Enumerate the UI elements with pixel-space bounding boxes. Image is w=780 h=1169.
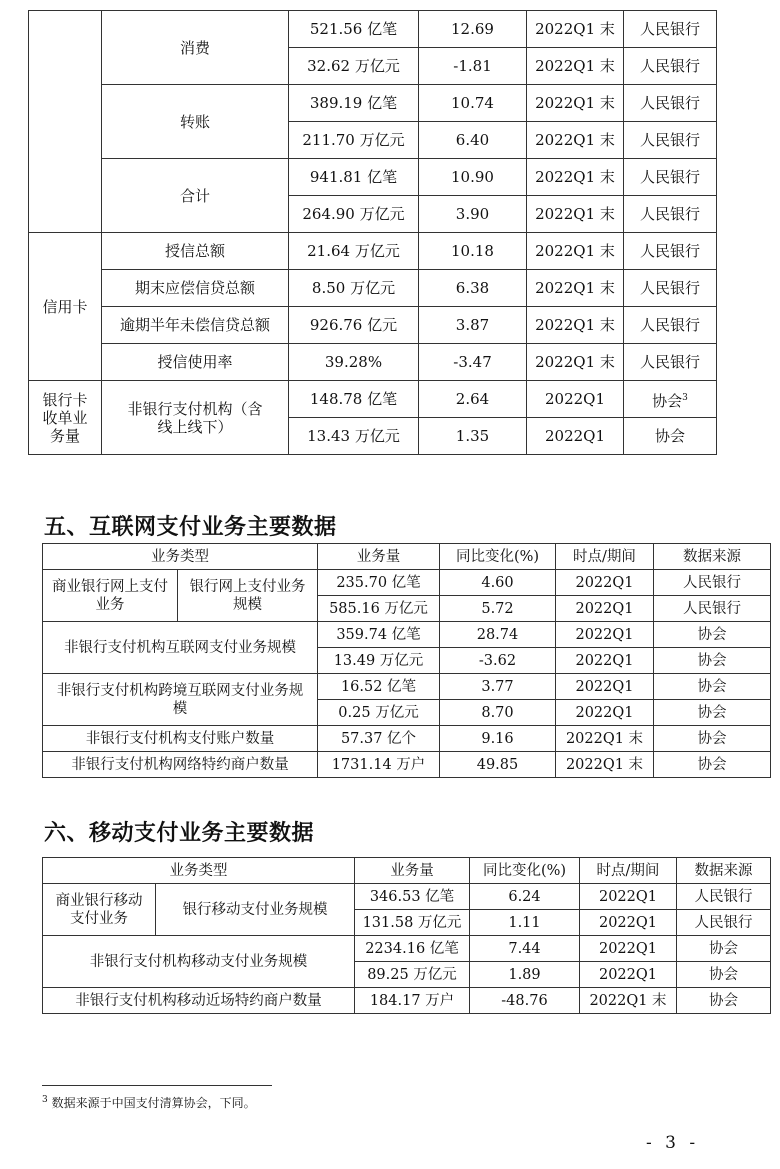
yoy-cell: 10.90 [419, 159, 527, 196]
source-cell: 协会 [677, 988, 771, 1014]
volume-cell: 926.76 亿元 [289, 307, 419, 344]
source-cell: 人民银行 [624, 307, 717, 344]
time-cell: 2022Q1 [580, 884, 677, 910]
subtype-cell: 消费 [102, 11, 289, 85]
type-cell: 非银行支付机构移动支付业务规模 [43, 936, 355, 988]
yoy-cell: -3.62 [440, 648, 556, 674]
yoy-cell: 1.11 [470, 910, 580, 936]
time-cell: 2022Q1 末 [527, 11, 624, 48]
source-cell: 协会 [654, 674, 771, 700]
volume-cell: 8.50 万亿元 [289, 270, 419, 307]
time-cell: 2022Q1 [527, 381, 624, 418]
mobile-payment-table [42, 857, 771, 1014]
type-cell [43, 570, 178, 622]
subtype-cell: 转账 [102, 85, 289, 159]
volume-cell: 89.25 万亿元 [355, 962, 470, 988]
yoy-cell: 1.35 [419, 418, 527, 455]
type-cell [43, 674, 318, 726]
table-row [43, 936, 771, 962]
source-cell: 协会 [654, 648, 771, 674]
footnote [42, 1094, 256, 1111]
source-cell: 人民银行 [624, 196, 717, 233]
subtype-cell: 授信总额 [102, 233, 289, 270]
time-cell: 2022Q1 [556, 596, 654, 622]
footnote-mark: 3 [42, 1095, 48, 1105]
yoy-cell: 3.87 [419, 307, 527, 344]
volume-cell: 13.43 万亿元 [289, 418, 419, 455]
table-header-row [43, 858, 771, 884]
subtype-cell [178, 570, 318, 622]
table-row [29, 381, 717, 418]
volume-cell: 32.62 万亿元 [289, 48, 419, 85]
source-cell: 人民银行 [624, 344, 717, 381]
table-header-row [43, 544, 771, 570]
bank-card-table [28, 10, 717, 455]
subtype-cell: 银行移动支付业务规模 [156, 884, 355, 936]
source-cell: 人民银行 [624, 159, 717, 196]
type-cell: 非银行支付机构网络特约商户数量 [43, 752, 318, 778]
yoy-cell: -3.47 [419, 344, 527, 381]
volume-cell: 39.28% [289, 344, 419, 381]
yoy-cell: 3.90 [419, 196, 527, 233]
time-cell: 2022Q1 末 [527, 159, 624, 196]
group-cell-credit-card: 信用卡 [29, 233, 102, 381]
time-cell: 2022Q1 末 [556, 726, 654, 752]
time-cell: 2022Q1 末 [527, 85, 624, 122]
yoy-cell: 8.70 [440, 700, 556, 726]
source-cell: 人民银行 [624, 48, 717, 85]
time-cell: 2022Q1 末 [580, 988, 677, 1014]
source-label: 协会 [652, 391, 683, 410]
page-number: - 3 - [646, 1133, 700, 1153]
group-cell-acquiring [29, 381, 102, 455]
source-cell [624, 381, 717, 418]
yoy-cell: 49.85 [440, 752, 556, 778]
yoy-cell: 6.40 [419, 122, 527, 159]
source-cell: 人民银行 [624, 85, 717, 122]
table-row [43, 674, 771, 700]
table-row [29, 233, 717, 270]
subtype-label: 非银行支付机构（含线上线下） [127, 399, 263, 436]
type-label: 商业银行网上支付业务 [52, 578, 168, 613]
group-label: 银行卡收单业务量 [42, 390, 88, 445]
time-cell: 2022Q1 [556, 700, 654, 726]
subtype-cell [102, 381, 289, 455]
yoy-cell: 4.60 [440, 570, 556, 596]
yoy-cell: 6.24 [470, 884, 580, 910]
table-row [29, 11, 717, 48]
table-row [43, 752, 771, 778]
source-cell: 协会 [677, 936, 771, 962]
volume-cell: 359.74 亿笔 [318, 622, 440, 648]
type-cell: 非银行支付机构移动近场特约商户数量 [43, 988, 355, 1014]
header-type: 业务类型 [43, 858, 355, 884]
table-row [43, 726, 771, 752]
source-cell: 人民银行 [624, 11, 717, 48]
group-cell-empty [29, 11, 102, 233]
footnote-divider [42, 1085, 272, 1086]
volume-cell: 13.49 万亿元 [318, 648, 440, 674]
source-cell: 协会 [677, 962, 771, 988]
time-cell: 2022Q1 末 [527, 48, 624, 85]
volume-cell: 0.25 万亿元 [318, 700, 440, 726]
header-time: 时点/期间 [556, 544, 654, 570]
time-cell: 2022Q1 末 [527, 307, 624, 344]
time-cell: 2022Q1 [580, 936, 677, 962]
type-cell [43, 622, 318, 674]
time-cell: 2022Q1 末 [527, 122, 624, 159]
volume-cell: 346.53 亿笔 [355, 884, 470, 910]
source-cell: 协会 [654, 622, 771, 648]
header-yoy: 同比变化(%) [470, 858, 580, 884]
header-volume: 业务量 [355, 858, 470, 884]
time-cell: 2022Q1 [556, 674, 654, 700]
volume-cell: 941.81 亿笔 [289, 159, 419, 196]
table-row [43, 884, 771, 910]
yoy-cell: 28.74 [440, 622, 556, 648]
table-row [29, 159, 717, 196]
time-cell: 2022Q1 末 [556, 752, 654, 778]
internet-payment-table [42, 543, 771, 778]
source-cell: 协会 [654, 726, 771, 752]
yoy-cell: 2.64 [419, 381, 527, 418]
yoy-cell: 7.44 [470, 936, 580, 962]
time-cell: 2022Q1 [556, 648, 654, 674]
table-row [29, 344, 717, 381]
source-cell: 人民银行 [624, 122, 717, 159]
header-yoy: 同比变化(%) [440, 544, 556, 570]
time-cell: 2022Q1 [556, 570, 654, 596]
time-cell: 2022Q1 末 [527, 270, 624, 307]
volume-cell: 148.78 亿笔 [289, 381, 419, 418]
type-label: 商业银行移动支付业务 [55, 892, 143, 927]
source-cell: 协会 [624, 418, 717, 455]
type-cell: 非银行支付机构支付账户数量 [43, 726, 318, 752]
yoy-cell: 5.72 [440, 596, 556, 622]
yoy-cell: 12.69 [419, 11, 527, 48]
volume-cell: 131.58 万亿元 [355, 910, 470, 936]
header-source: 数据来源 [677, 858, 771, 884]
volume-cell: 211.70 万亿元 [289, 122, 419, 159]
volume-cell: 264.90 万亿元 [289, 196, 419, 233]
source-cell: 协会 [654, 752, 771, 778]
type-cell [43, 884, 156, 936]
type-label: 非银行支付机构互联网支付业务规模 [64, 639, 296, 656]
table-row [29, 270, 717, 307]
volume-cell: 16.52 亿笔 [318, 674, 440, 700]
footnote-text: 数据来源于中国支付清算协会，下同。 [51, 1096, 256, 1110]
source-cell: 人民银行 [624, 233, 717, 270]
header-type: 业务类型 [43, 544, 318, 570]
volume-cell: 585.16 万亿元 [318, 596, 440, 622]
source-cell: 人民银行 [654, 570, 771, 596]
source-cell: 人民银行 [624, 270, 717, 307]
yoy-cell: 1.89 [470, 962, 580, 988]
source-cell: 人民银行 [654, 596, 771, 622]
header-volume: 业务量 [318, 544, 440, 570]
volume-cell: 521.56 亿笔 [289, 11, 419, 48]
header-source: 数据来源 [654, 544, 771, 570]
table-row [29, 85, 717, 122]
volume-cell: 57.37 亿个 [318, 726, 440, 752]
time-cell: 2022Q1 末 [527, 233, 624, 270]
time-cell: 2022Q1 [556, 622, 654, 648]
source-cell: 协会 [654, 700, 771, 726]
table-row [43, 570, 771, 596]
yoy-cell: 9.16 [440, 726, 556, 752]
source-cell: 人民银行 [677, 884, 771, 910]
yoy-cell: 3.77 [440, 674, 556, 700]
table-row [43, 622, 771, 648]
table-row [43, 988, 771, 1014]
volume-cell: 235.70 亿笔 [318, 570, 440, 596]
section-heading: 六、移动支付业务主要数据 [44, 821, 315, 846]
time-cell: 2022Q1 [527, 418, 624, 455]
volume-cell: 2234.16 亿笔 [355, 936, 470, 962]
yoy-cell: 10.74 [419, 85, 527, 122]
volume-cell: 1731.14 万户 [318, 752, 440, 778]
time-cell: 2022Q1 [580, 910, 677, 936]
subtype-cell: 合计 [102, 159, 289, 233]
yoy-cell: -48.76 [470, 988, 580, 1014]
subtype-cell: 授信使用率 [102, 344, 289, 381]
subtype-cell: 逾期半年未偿信贷总额 [102, 307, 289, 344]
time-cell: 2022Q1 末 [527, 344, 624, 381]
type-label: 非银行支付机构跨境互联网支付业务规模 [56, 682, 304, 717]
time-cell: 2022Q1 [580, 962, 677, 988]
source-cell: 人民银行 [677, 910, 771, 936]
subtype-cell: 期末应偿信贷总额 [102, 270, 289, 307]
yoy-cell: 6.38 [419, 270, 527, 307]
subtype-label: 银行网上支付业务规模 [189, 578, 306, 613]
yoy-cell: 10.18 [419, 233, 527, 270]
time-cell: 2022Q1 末 [527, 196, 624, 233]
section-heading: 五、互联网支付业务主要数据 [44, 515, 337, 540]
volume-cell: 184.17 万户 [355, 988, 470, 1014]
table-row [29, 307, 717, 344]
footnote-ref: 3 [682, 392, 688, 403]
yoy-cell: -1.81 [419, 48, 527, 85]
volume-cell: 389.19 亿笔 [289, 85, 419, 122]
header-time: 时点/期间 [580, 858, 677, 884]
volume-cell: 21.64 万亿元 [289, 233, 419, 270]
